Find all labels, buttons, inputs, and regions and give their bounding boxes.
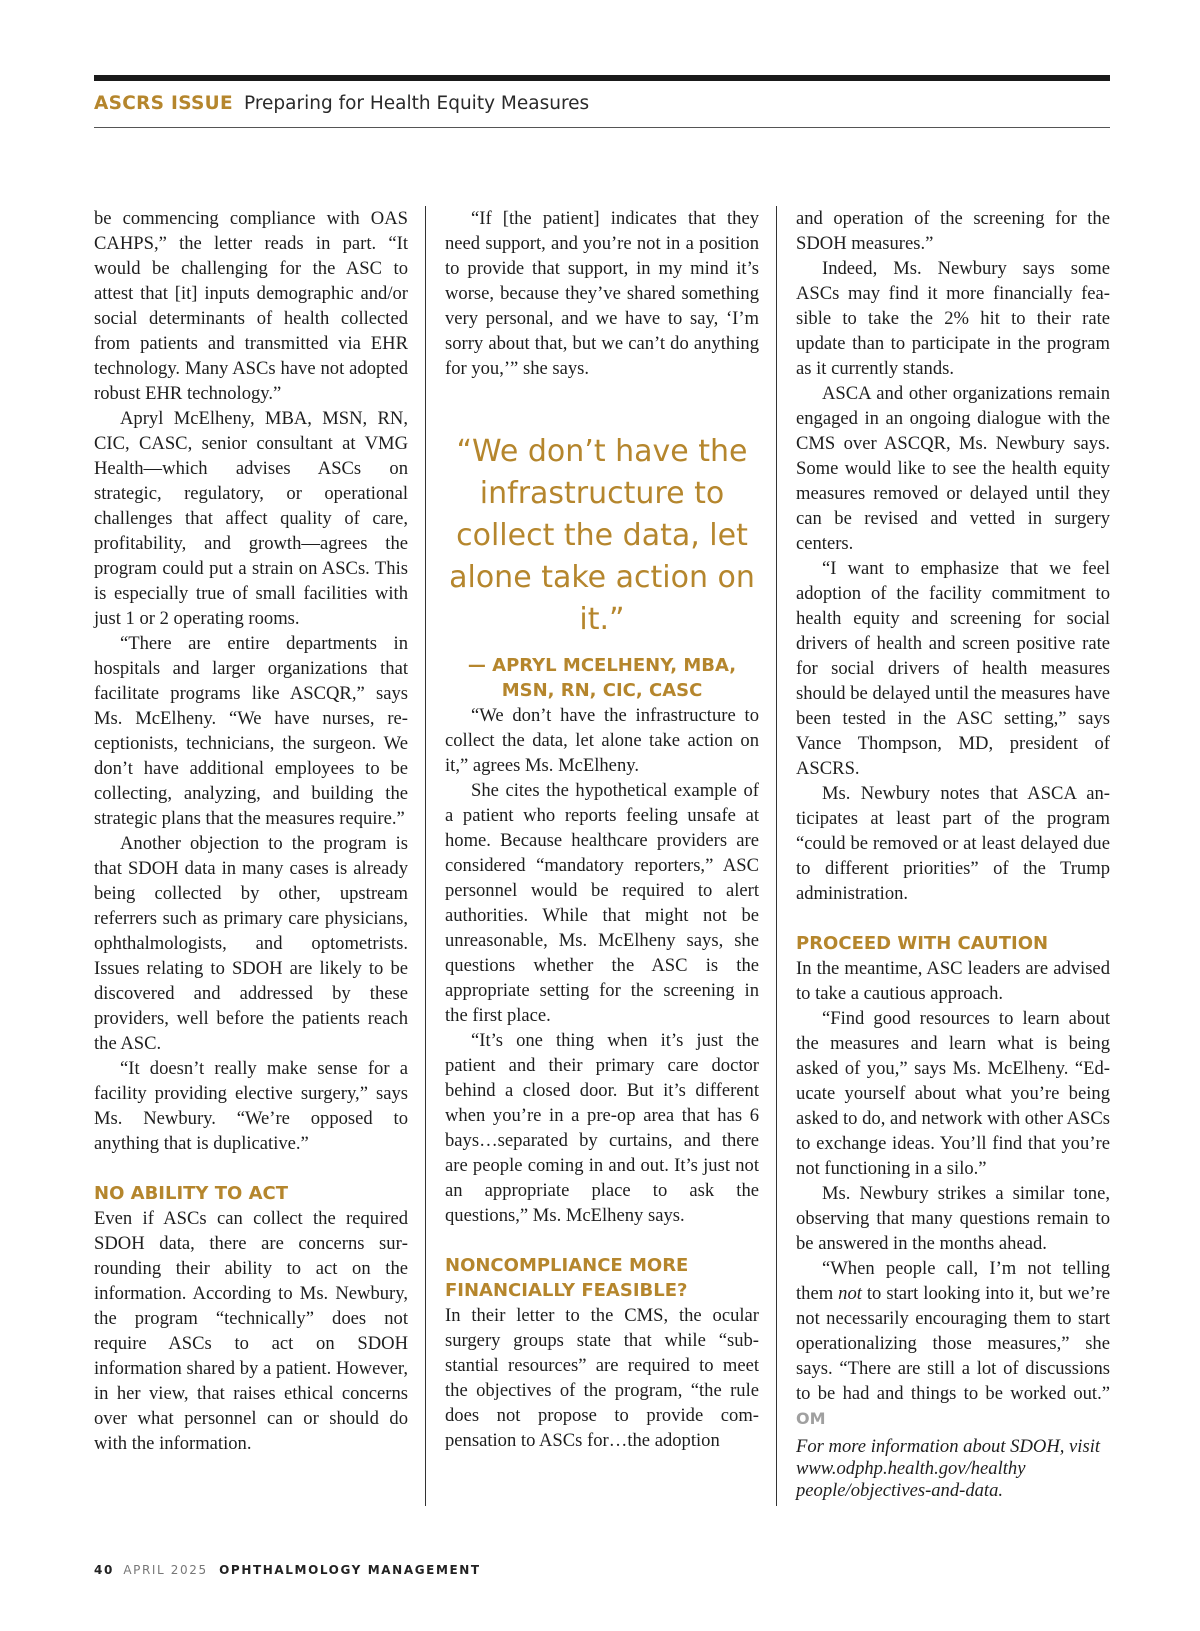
subheading-proceed-with-caution: PROCEED WITH CAUTION (796, 933, 1049, 954)
paragraph: In their letter to the CMS, the ocular surgery groups state that while “substantial resources” are required to meet the objectives of the program, “the rule does not propose to provide compensation to ASCs for…the adoption (445, 1305, 759, 1451)
column-divider (776, 206, 777, 1506)
pull-quote-text: “We don’t have the infrastructure to collect the data, let alone take action on it.” (449, 434, 755, 637)
publication-name: OPHTHALMOLOGY MANAGEMENT (219, 1563, 481, 1577)
paragraph: Even if ASCs can collect the required SDOH data, there are concerns surrounding their ability to act on the information. According to Ms. Newbury, the program “technically” does not require ASCs to act on SDOH information shared by a patient. However, in her view, that raises ethical concerns over what personnel can or should do with the information. (94, 1208, 408, 1454)
article-title: Preparing for Health Equity Measures (243, 93, 590, 114)
subheading-no-ability-to-act: NO ABILITY TO ACT (94, 1183, 288, 1204)
header-rule (94, 127, 1110, 128)
paragraph: She cites the hypothetical example of a patient who reports feeling unsafe at home. Because healthcare providers are considered “mandatory reporters,” ASC personnel would be required to alert authorities. While that might not be unreasonable, Ms. McElheny says, she questions whether the ASC is the appropriate setting for the screening in the first place. (445, 780, 759, 1026)
top-rule (94, 75, 1110, 81)
paragraph: be commencing compliance with OAS CAHPS,” the letter reads in part. “It would be challenging for the ASC to attest that [it] inputs demographic and/or social determinants of health collected from patients and transmitted via EHR technology. Many ASCs have not adopted robust EHR technology.” (94, 208, 408, 404)
column-1 (94, 206, 408, 1456)
pull-quote-attribution: — APRYL MCELHENY, MBA, MSN, RN, CIC, CASC (467, 655, 737, 701)
paragraph: Indeed, Ms. Newbury says some ASCs may find it more financially feasible to take the 2% hit to their rate update than to participate in the program as it currently stands. (796, 258, 1110, 379)
page-footer (94, 1563, 481, 1577)
paragraph: Apryl McElheny, MBA, MSN, RN, CIC, CASC, senior consultant at VMG Health—which advises ASCs on strategic, regulatory, or operational challenges that affect quality of care, profitability, and growth—agrees the program could put a strain on ASCs. This is especially true of small facilities with just 1 or 2 operating rooms. (94, 408, 408, 629)
issue-date: APRIL 2025 (123, 1563, 208, 1577)
paragraph: Ms. Newbury strikes a similar tone, observing that many questions remain to be answered in the months ahead. (796, 1183, 1110, 1254)
paragraph: ASCA and other organizations remain engaged in an ongoing dialogue with the CMS over ASCQR, Ms. Newbury says. Some would like to see the health equity measures removed or delayed until they can be revised and vetted in surgery centers. (796, 383, 1110, 554)
pull-quote (445, 431, 759, 703)
emphasis: not (838, 1283, 862, 1304)
paragraph: “We don’t have the infrastructure to collect the data, let alone take action on it,” agrees Ms. McElheny. (445, 705, 759, 776)
subheading-noncompliance: NONCOMPLIANCE MORE FINANCIALLY FEASIBLE? (445, 1255, 689, 1301)
column-divider (425, 206, 426, 1506)
paragraph: Ms. Newbury notes that ASCA anticipates at least part of the program “could be removed or at least delayed due to different priorities” of the Trump administration. (796, 783, 1110, 904)
paragraph: “Find good resources to learn about the measures and learn what is being asked of you,” says Ms. McElheny. “Educate yourself about what you’re being asked to do, and network with other ASCs to exchange ideas. You’ll find that you’re not functioning in a silo.” (796, 1008, 1110, 1179)
paragraph: Another objection to the program is that SDOH data in many cases is already being collected by other, upstream referrers such as primary care physicians, ophthalmologists, and optometrists. Issues relating to SDOH are likely to be discovered and addressed by these providers, well before the patients reach the ASC. (94, 833, 408, 1054)
text-run: to start looking into it, but we’re not necessarily encouraging them to start operationalizing those measures,” she says. “There are still a lot of discussions to be had and things to be worked out.” (796, 1283, 1110, 1404)
column-2 (445, 206, 759, 1453)
end-mark: OM (796, 1409, 826, 1428)
paragraph: “It doesn’t really make sense for a facility providing elective surgery,” says Ms. Newbury. “We’re opposed to anything that is duplicative.” (94, 1058, 408, 1154)
paragraph: and operation of the screening for the SDOH measures.” (796, 208, 1110, 254)
paragraph: “I want to emphasize that we feel adoption of the facility commitment to health equity and screening for social drivers of health and screen positive rate for social drivers of health measures should be delayed until the measures have been tested in the ASC setting,” says Vance Thompson, MD, president of ASCRS. (796, 558, 1110, 779)
running-header (94, 93, 1110, 123)
paragraph: “It’s one thing when it’s just the patient and their primary care doctor behind a closed door. But it’s different when you’re in a pre-op area that has 6 bays…separated by curtains, and there are people coming in and out. It’s just not an appropriate place to ask the questions,” Ms. McElheny says. (445, 1030, 759, 1226)
paragraph (796, 1256, 1110, 1431)
section-label: ASCRS ISSUE (94, 93, 233, 114)
paragraph: In the meantime, ASC leaders are advised to take a cautious approach. (796, 958, 1110, 1004)
paragraph: “There are entire departments in hospitals and larger organizations that facilitate programs like ASCQR,” says Ms. McElheny. “We have nurses, receptionists, technicians, the surgeon. We don’t have additional employees to be collecting, analyzing, and building the strategic plans that the measures require.” (94, 633, 408, 829)
paragraph: “If [the patient] indicates that they need support, and you’re not in a position to provide that support, in my mind it’s worse, because they’ve shared something very personal, and we have to say, ‘I’m sorry about that, but we can’t do anything for you,’” she says. (445, 208, 759, 379)
more-info-note: For more information about SDOH, visit www.odphp.health.gov/healthy people/objectives-and-data. (796, 1436, 1101, 1501)
column-3 (796, 206, 1110, 1502)
page-number: 40 (94, 1563, 114, 1577)
text-run: “When people call, I’m not telling them (796, 1258, 1110, 1304)
